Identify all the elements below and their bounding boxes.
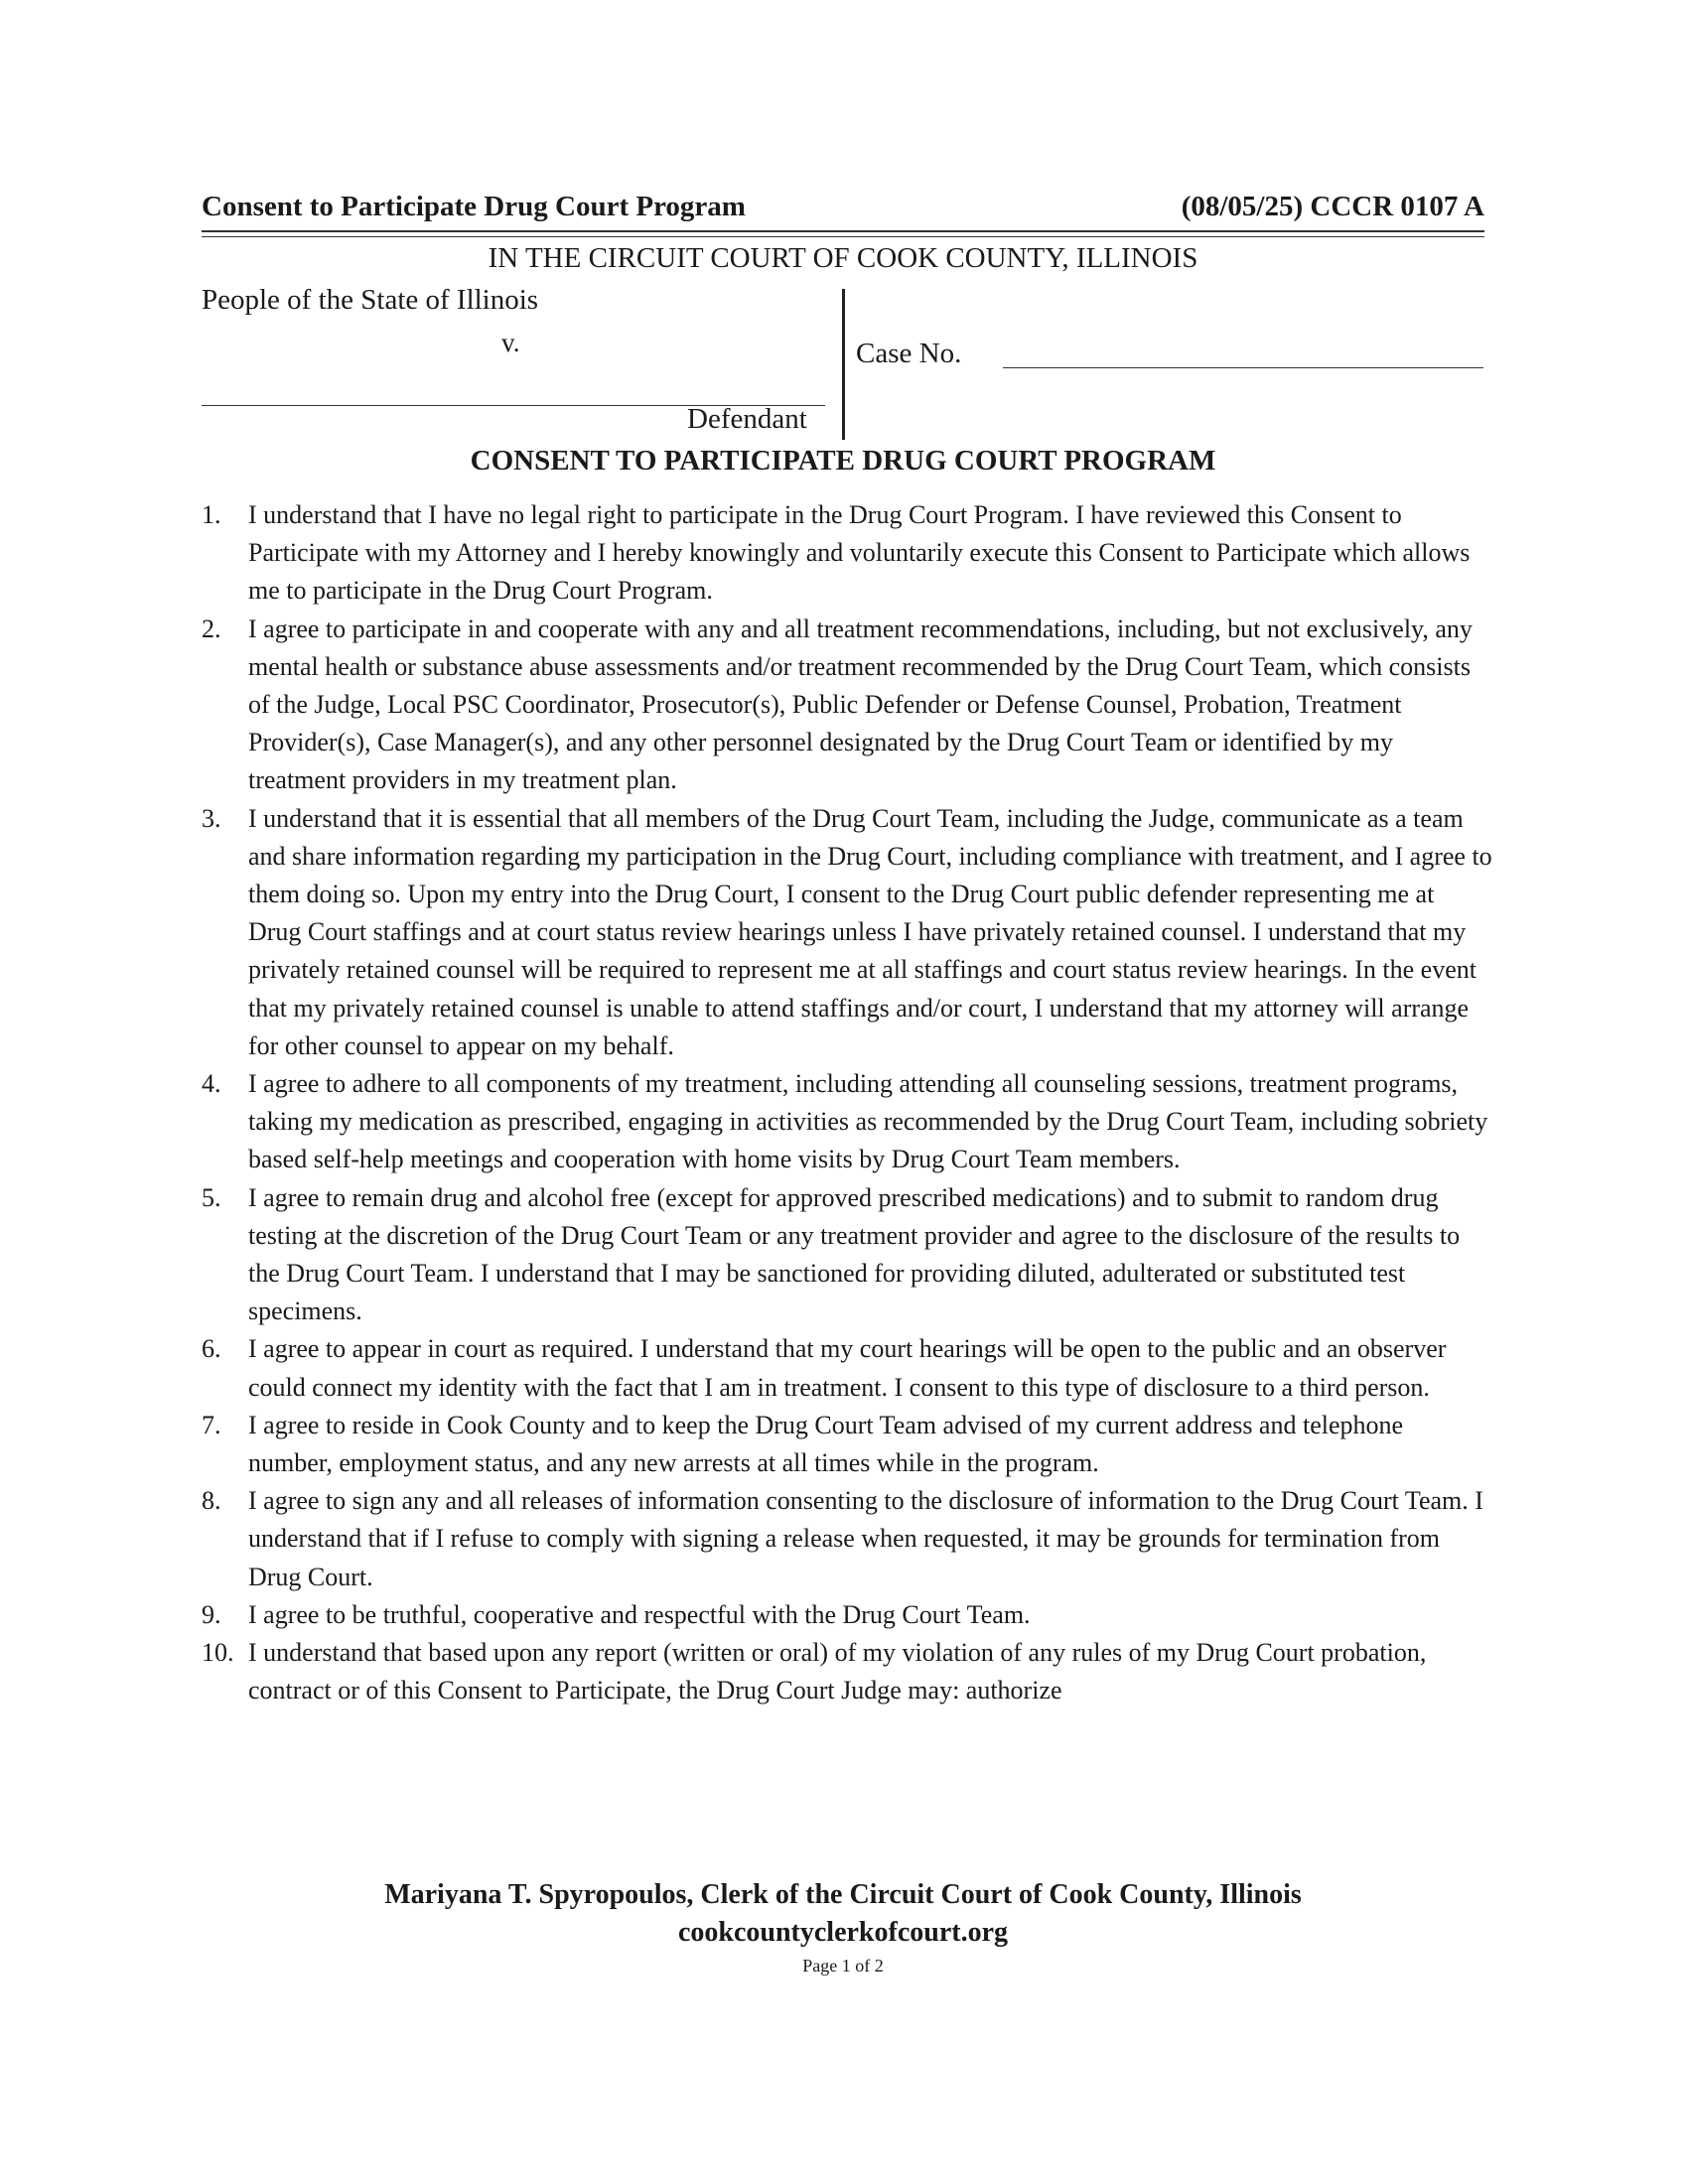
form-title: CONSENT TO PARTICIPATE DRUG COURT PROGRAM: [470, 445, 1216, 477]
consent-terms-list: [202, 496, 1492, 1710]
list-item: 4. I agree to adhere to all components of my treatment, including attending all counseling sessions, treatment programs, taking my medication as prescribed, engaging in activities as recommended by the Drug Court Team, including sobriety based self-help meetings and cooperation with home visits by Drug Court Team members.: [202, 1069, 1488, 1174]
form-header: [202, 191, 1484, 223]
caption-divider: [842, 289, 845, 440]
form-code: (08/05/25) CCCR 0107 A: [1181, 191, 1484, 222]
footer-website: cookcountyclerkofcourt.org: [677, 1917, 1009, 1948]
list-item: 7. I agree to reside in Cook County and to keep the Drug Court Team advised of my current address and telephone number, employment status, and any new arrests at all times while in the program.: [202, 1410, 1404, 1478]
list-item: 6. I agree to appear in court as required. I understand that my court hearings will be open to the public and an observer could connect my identity with the fact that I am in treatment. I consent to this type of disclosure to a third person.: [202, 1334, 1447, 1402]
header-rule-thin: [202, 236, 1484, 237]
court-title: IN THE CIRCUIT COURT OF COOK COUNTY, ILLINOIS: [488, 242, 1198, 274]
case-number-field[interactable]: [1003, 367, 1483, 368]
list-item: 3. I understand that it is essential that all members of the Drug Court Team, including the Judge, communicate as a team and share information regarding my participation in the Drug Court, including compliance with treatment, and I agree to them doing so. Upon my entry into the Drug Court, I consent to the Drug Court public defender representing me at Drug Court staffings and at court status review hearings unless I have privately retained counsel. I understand that my privately retained counsel will be required to represent me at all staffings and court status review hearings. In the event that my privately retained counsel is unable to attend staffings and/or court, I understand that my attorney will arrange for other counsel to appear on my behalf.: [202, 803, 1492, 1060]
case-number-label: Case No.: [856, 338, 962, 369]
form-name: Consent to Participate Drug Court Program: [202, 191, 746, 222]
list-item: 1. I understand that I have no legal right to participate in the Drug Court Program. I have reviewed this Consent to Participate with my Attorney and I hereby knowingly and voluntarily execute this Consent to Participate which allows me to participate in the Drug Court Program.: [202, 500, 1471, 606]
page-number: Page 1 of 2: [802, 1956, 884, 1976]
header-rule-thick: [202, 230, 1484, 232]
versus-label: v.: [501, 328, 520, 357]
list-item: 2. I agree to participate in and cooperate with any and all treatment recommendations, including, but not exclusively, any mental health or substance abuse assessments and/or treatment recommended by the Drug Court Team, which consists of the Judge, Local PSC Coordinator, Prosecutor(s), Public Defender or Defense Counsel, Probation, Treatment Provider(s), Case Manager(s), and any other personnel designated by the Drug Court Team or identified by my treatment providers in my treatment plan.: [202, 614, 1473, 795]
list-item: 9. I agree to be truthful, cooperative and respectful with the Drug Court Team.: [202, 1599, 1031, 1629]
footer-clerk: Mariyana T. Spyropoulos, Clerk of the Circuit Court of Cook County, Illinois: [384, 1879, 1302, 1910]
defendant-label: Defendant: [687, 403, 807, 435]
list-item: 5. I agree to remain drug and alcohol free (except for approved prescribed medications) and to submit to random drug testing at the discretion of the Drug Court Team or any treatment provider and agree to the disclosure of the results to the Drug Court Team. I understand that I may be sanctioned for providing diluted, adulterated or substituted test specimens.: [202, 1182, 1461, 1326]
list-item: 8. I agree to sign any and all releases of information consenting to the disclosure of information to the Drug Court Team. I understand that if I refuse to comply with signing a release when requested, it may be grounds for termination from Drug Court.: [202, 1486, 1483, 1591]
plaintiff-label: People of the State of Illinois: [202, 284, 539, 316]
list-item: 10. I understand that based upon any report (written or oral) of my violation of any rules of my Drug Court probation, contract or of this Consent to Participate, the Drug Court Judge may: authorize: [202, 1638, 1427, 1706]
